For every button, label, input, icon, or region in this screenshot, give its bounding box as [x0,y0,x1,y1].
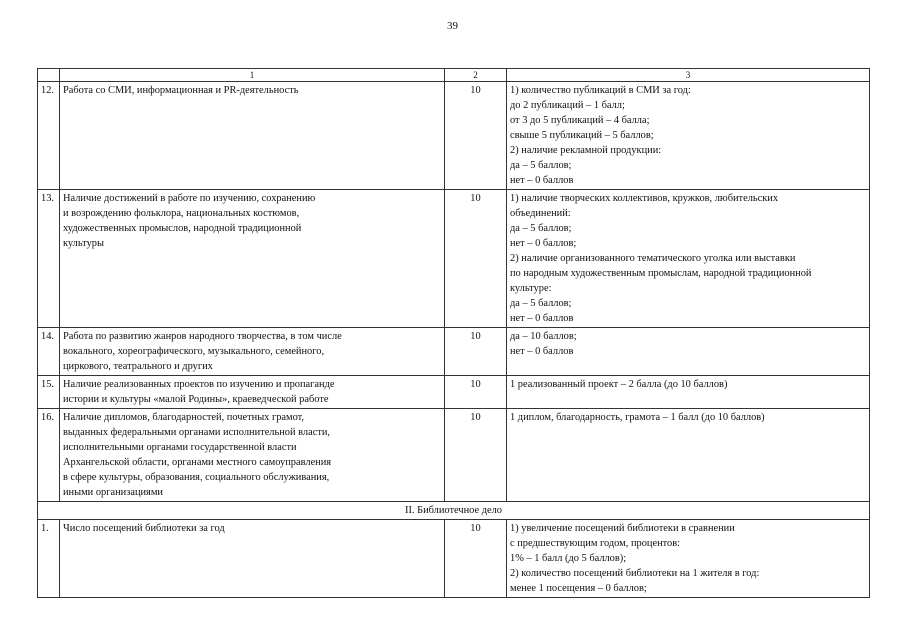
title-line: культуры [63,238,104,249]
row-criterion-title [60,376,445,409]
criteria-table [37,68,870,598]
row-criterion-title [60,328,445,376]
row-scoring-criteria [507,82,870,190]
title-line: циркового, театрального и других [63,361,213,372]
row-scoring-criteria [507,328,870,376]
page-number: 39 [447,20,458,32]
title-line: и возрождению фольклора, национальных костюмов, [63,208,300,219]
column-header-row [38,69,870,82]
criteria-line: объединений: [510,208,571,219]
row-scoring-criteria [507,409,870,502]
row-number: 15. [38,376,60,409]
section-title: II. Библиотечное дело [38,502,870,520]
criteria-line: с предшествующим годом, процентов: [510,538,681,549]
row-criterion-title [60,520,445,598]
title-line: Наличие дипломов, благодарностей, почетных грамот, [63,412,305,423]
row-max-points: 10 [445,328,507,376]
title-line: художественных промыслов, народной традиционной [63,223,302,234]
criteria-line: до 2 публикаций – 1 балл; [510,100,625,111]
criteria-line: 1 реализованный проект – 2 балла (до 10 баллов) [510,379,728,390]
title-line: Работа по развитию жанров народного творчества, в том числе [63,331,342,342]
column-header-1: 1 [60,69,445,82]
table-row [38,82,870,190]
row-max-points: 10 [445,190,507,328]
title-line: исполнительными органами государственной власти [63,442,297,453]
table-row [38,520,870,598]
table-row [38,328,870,376]
criteria-line: культуре: [510,283,552,294]
criteria-line: нет – 0 баллов [510,313,574,324]
row-max-points: 10 [445,376,507,409]
row-max-points: 10 [445,520,507,598]
criteria-line: 2) наличие рекламной продукции: [510,145,662,156]
row-criterion-title [60,409,445,502]
title-line: выданных федеральными органами исполнительной власти, [63,427,331,438]
title-line: в сфере культуры, образования, социального обслуживания, [63,472,330,483]
row-criterion-title [60,190,445,328]
title-line: Наличие достижений в работе по изучению, сохранению [63,193,316,204]
title-line: иными организациями [63,487,163,498]
criteria-line: да – 5 баллов; [510,223,572,234]
criteria-line: нет – 0 баллов; [510,238,577,249]
title-line: истории и культуры «малой Родины», краеведческой работе [63,394,329,405]
criteria-line: нет – 0 баллов [510,175,574,186]
criteria-line: 2) количество посещений библиотеки на 1 жителя в год: [510,568,760,579]
row-criterion-title [60,82,445,190]
criteria-line: 1% – 1 балл (до 5 баллов); [510,553,627,564]
criteria-line: 2) наличие организованного тематического уголка или выставки [510,253,796,264]
title-line: вокального, хореографического, музыкального, семейного, [63,346,325,357]
criteria-line: да – 10 баллов; [510,331,577,342]
criteria-line: по народным художественным промыслам, народной традиционной [510,268,812,279]
criteria-line: 1) увеличение посещений библиотеки в сравнении [510,523,735,534]
row-scoring-criteria [507,190,870,328]
criteria-line: 1) наличие творческих коллективов, кружков, любительских [510,193,779,204]
table-row [38,376,870,409]
title-line: Работа со СМИ, информационная и PR-деятельность [63,85,299,96]
criteria-line: 1) количество публикаций в СМИ за год: [510,85,691,96]
section-header-row [38,502,870,520]
row-max-points: 10 [445,82,507,190]
row-number: 14. [38,328,60,376]
criteria-line: менее 1 посещения – 0 баллов; [510,583,647,594]
column-header-3: 3 [507,69,870,82]
title-line: Число посещений библиотеки за год [63,523,225,534]
title-line: Наличие реализованных проектов по изучению и пропаганде [63,379,335,390]
row-max-points: 10 [445,409,507,502]
criteria-line: нет – 0 баллов [510,346,574,357]
row-scoring-criteria [507,520,870,598]
column-header-num [38,69,60,82]
row-number: 16. [38,409,60,502]
row-number: 12. [38,82,60,190]
criteria-line: от 3 до 5 публикаций – 4 балла; [510,115,650,126]
criteria-line: да – 5 баллов; [510,298,572,309]
criteria-line: да – 5 баллов; [510,160,572,171]
column-header-2: 2 [445,69,507,82]
row-number: 13. [38,190,60,328]
criteria-line: 1 диплом, благодарность, грамота – 1 балл (до 10 баллов) [510,412,765,423]
row-number: 1. [38,520,60,598]
row-scoring-criteria [507,376,870,409]
title-line: Архангельской области, органами местного самоуправления [63,457,332,468]
table-row [38,190,870,328]
criteria-line: свыше 5 публикаций – 5 баллов; [510,130,654,141]
table-row [38,409,870,502]
